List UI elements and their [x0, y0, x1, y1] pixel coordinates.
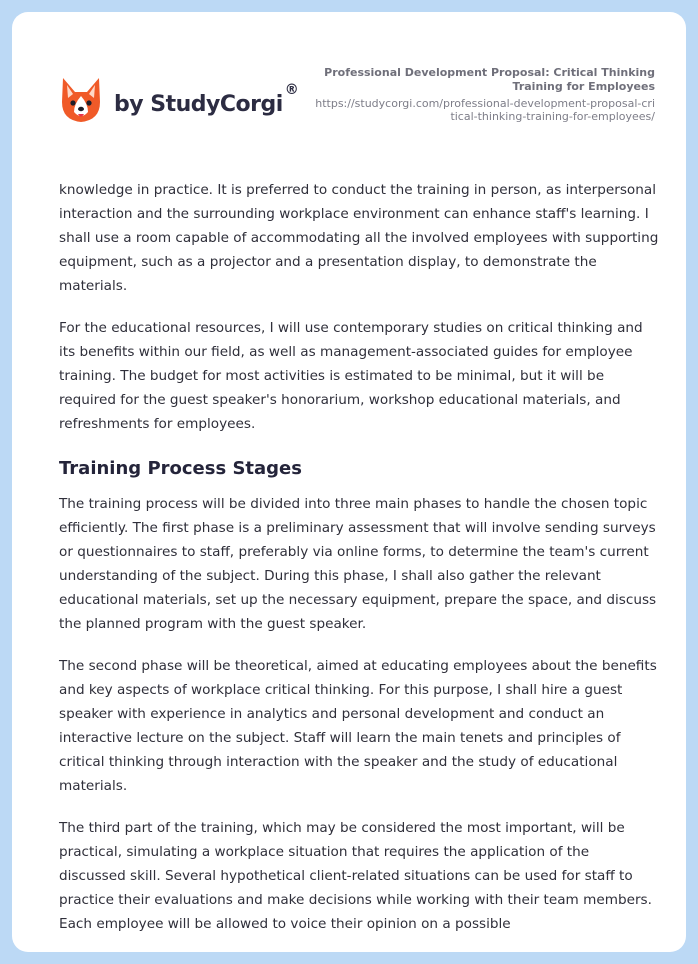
brand-text: by StudyCorgi — [114, 91, 283, 117]
paragraph: The third part of the training, which may be considered the most important, will be practical, simulating a workplace situation that requires the application of the discussed skill. Several hypothetical client-related situations can be used for staff to practice their evaluations and make decisions while working with their team members. Each employee will be allowed to voice their opinion on a possible — [59, 820, 652, 932]
paragraph: The training process will be divided into three main phases to handle the chosen topic efficiently. The first phase is a preliminary assessment that will involve sending surveys or questionnaires to staff, preferably via online forms, to determine the team's current understanding of the subject. During this phase, I shall also gather the relevant educational materials, set up the necessary equipment, prepare the space, and discuss the planned program with the guest speaker. — [59, 496, 657, 632]
corgi-head-icon — [60, 76, 102, 124]
document-meta — [315, 66, 655, 123]
document-title: Professional Development Proposal: Critical Thinking Training for Employees — [324, 66, 655, 93]
document-page — [12, 12, 686, 952]
document-body — [59, 178, 659, 952]
paragraph: The second phase will be theoretical, aimed at educating employees about the benefits and key aspects of workplace critical thinking. For this purpose, I shall hire a guest speaker with experience in analytics and personal development and conduct an interactive lecture on the subject. Staff will learn the main tenets and principles of critical thinking through interaction with the speaker and the study of educational materials. — [59, 658, 657, 794]
paragraph: knowledge in practice. It is preferred to conduct the training in person, as interpersonal interaction and the surrounding workplace environment can enhance staff's learning. I shall use a room capable of accommodating all the involved employees with supporting equipment, such as a projector and a presentation display, to demonstrate the materials. — [59, 182, 659, 294]
studycorgi-logo[interactable] — [60, 76, 298, 124]
registered-mark: ® — [284, 81, 299, 98]
section-heading: Training Process Stages — [59, 458, 302, 479]
document-url[interactable]: https://studycorgi.com/professional-development-proposal-critical-thinking-training-for-employees/ — [315, 97, 655, 123]
brand-name — [114, 81, 299, 117]
paragraph: For the educational resources, I will use contemporary studies on critical thinking and its benefits within our field, as well as management-associated guides for employee training. The budget for most activities is estimated to be minimal, but it will be required for the guest speaker's honorarium, workshop educational materials, and refreshments for employees. — [59, 320, 643, 432]
